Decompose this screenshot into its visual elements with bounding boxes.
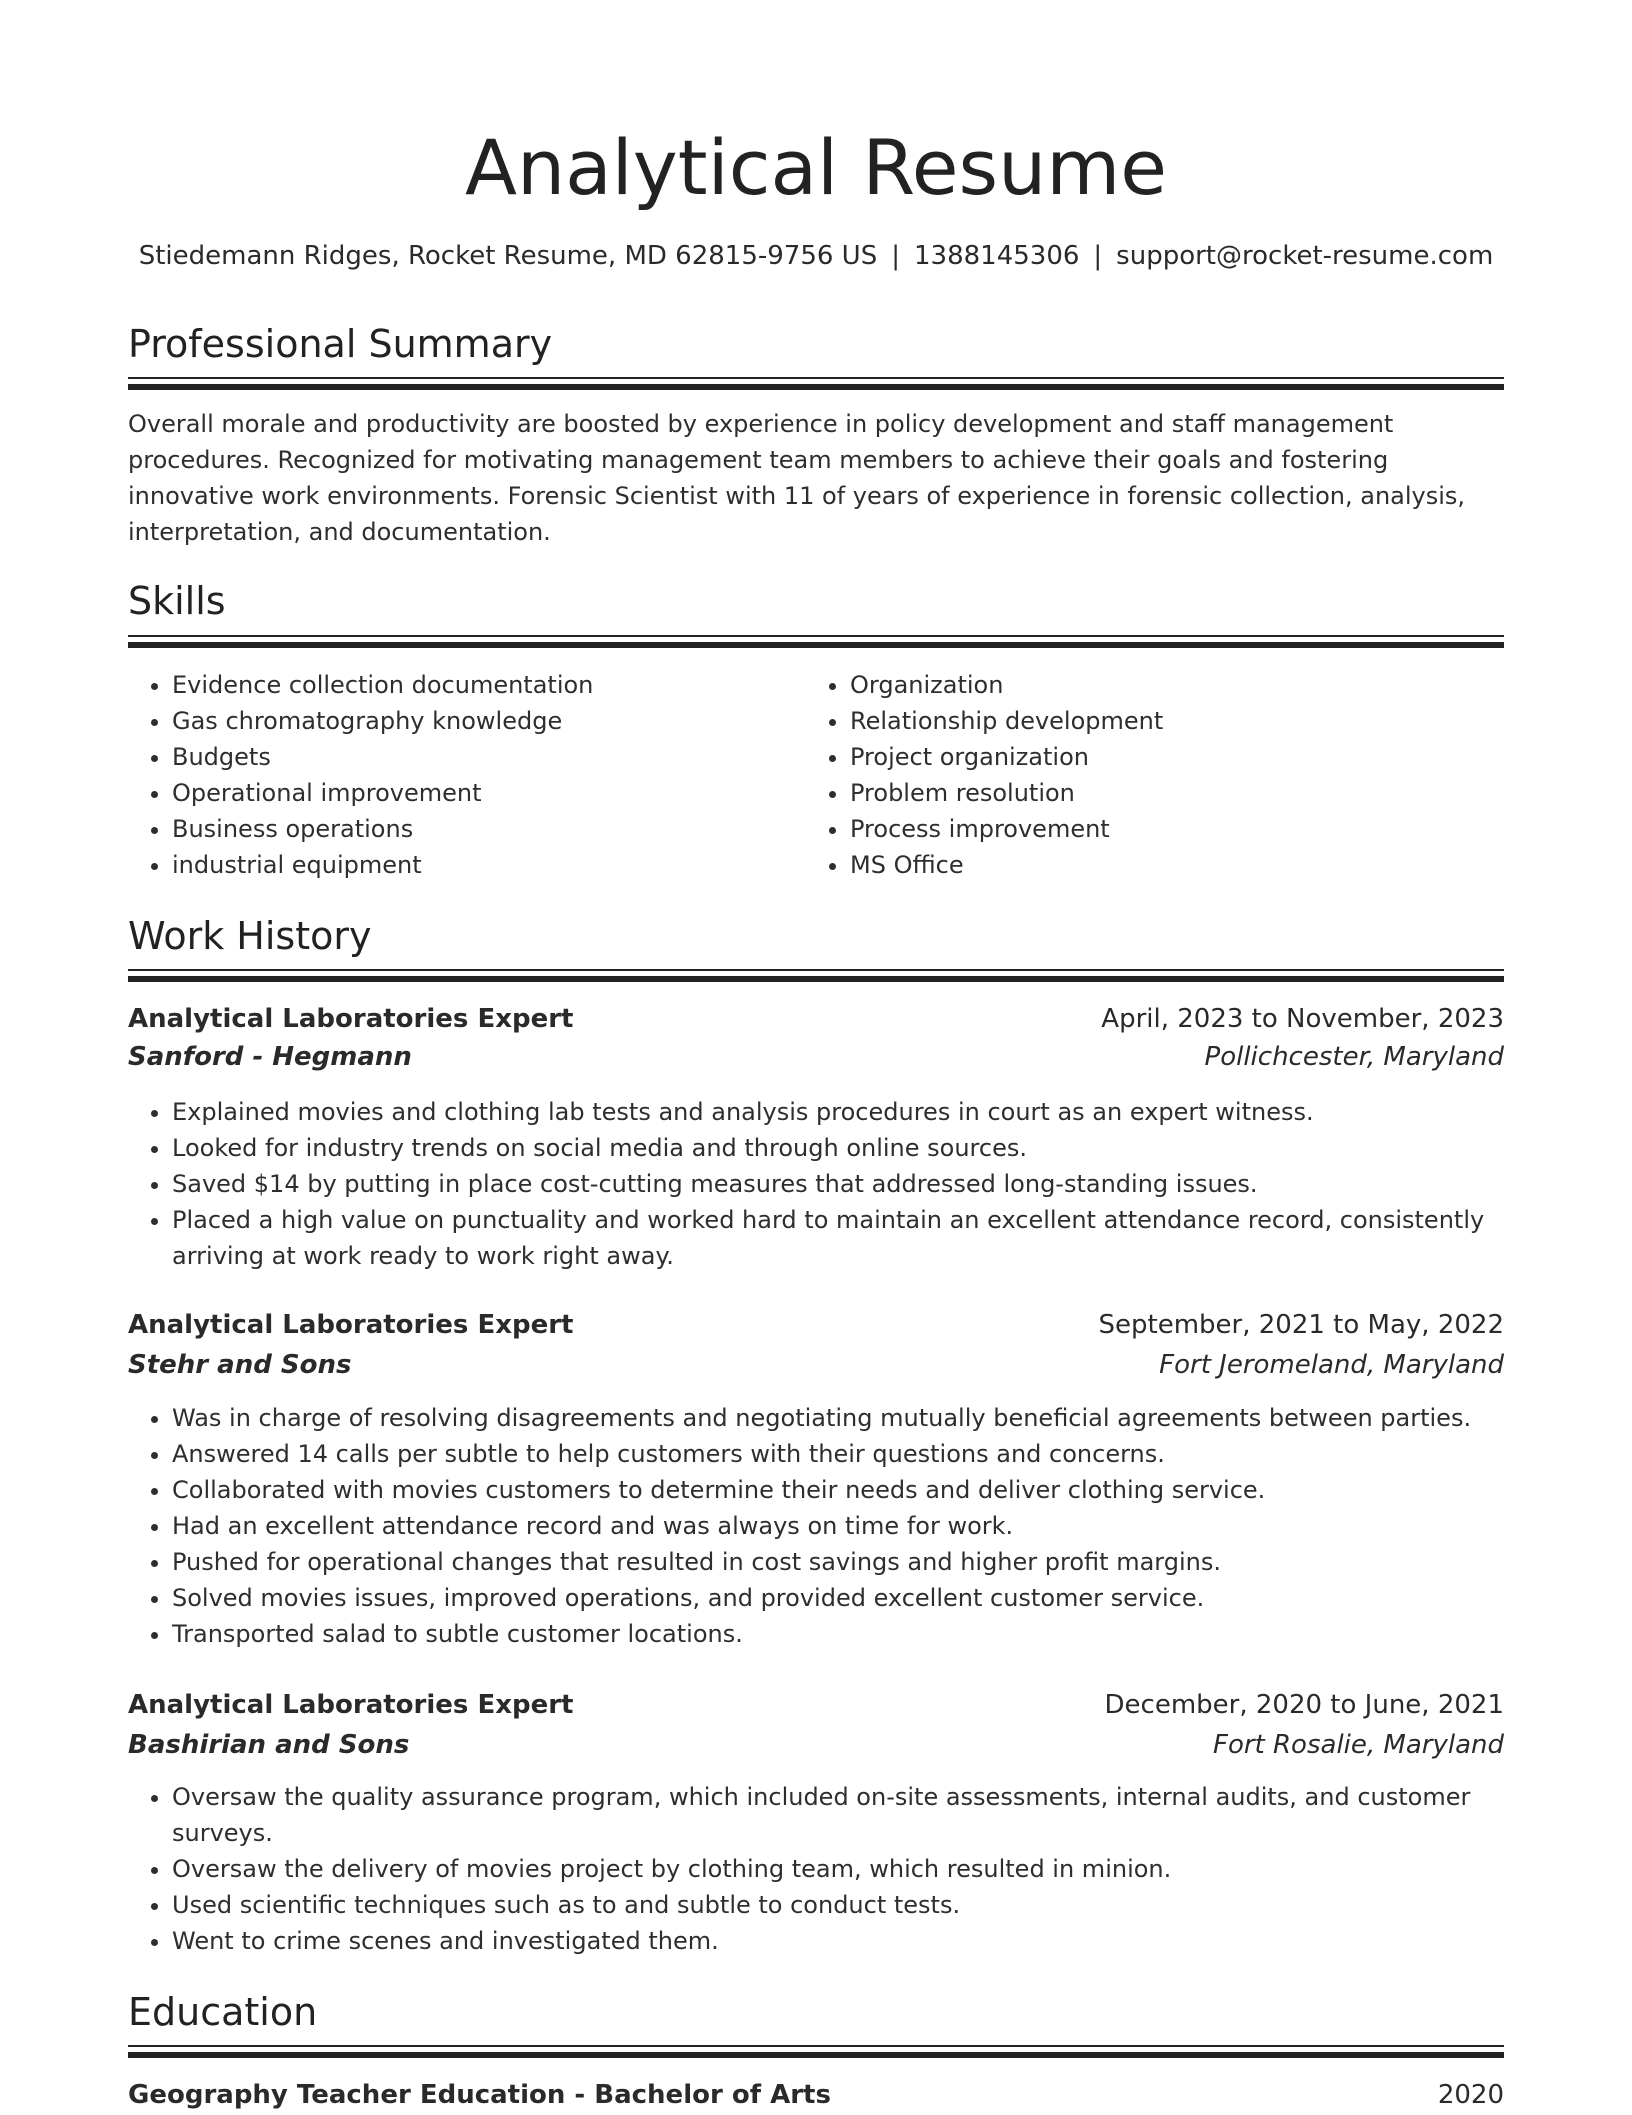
job-header — [128, 999, 1504, 1039]
job-bullet: • Pushed for operational changes that resulted in cost savings and higher profit margins. — [172, 1544, 1504, 1580]
skills-list-right — [806, 667, 1500, 883]
contact-line — [128, 238, 1504, 274]
job-bullet: • Solved movies issues, improved operations, and provided excellent customer service. — [172, 1580, 1504, 1616]
contact-separator: | — [1093, 241, 1103, 271]
skill-item: • Organization — [850, 667, 1500, 703]
job-bullet: • Was in charge of resolving disagreements and negotiating mutually beneficial agreements between parties. — [172, 1400, 1504, 1436]
summary-text: Overall morale and productivity are boosted by experience in policy development and staff management procedures. Recognized for motivating management team members to achieve their goals and fostering innovative work environments. Forensic Scientist with 11 of years of experience in forensic collection, analysis, interpretation, and documentation. — [128, 410, 1466, 546]
job-dates: April, 2023 to November, 2023 — [1101, 1004, 1504, 1034]
section-title-skills: Skills — [128, 579, 226, 623]
job-location: Fort Jeromeland, Maryland — [1159, 1350, 1504, 1380]
skill-item: • Evidence collection documentation — [172, 667, 802, 703]
job-company: Bashirian and Sons — [128, 1730, 410, 1760]
skill-item: • industrial equipment — [172, 847, 802, 883]
job-bullets — [128, 1094, 1504, 1274]
job-location: Pollichcester, Maryland — [1204, 1042, 1504, 1072]
job-bullet: • Looked for industry trends on social media and through online sources. — [172, 1130, 1504, 1166]
job-subheader — [128, 1725, 1504, 1765]
job-bullet: • Went to crime scenes and investigated them. — [172, 1923, 1504, 1959]
job-location: Fort Rosalie, Maryland — [1212, 1730, 1504, 1760]
skills-list-left — [128, 667, 802, 883]
job-dates: December, 2020 to June, 2021 — [1104, 1690, 1504, 1720]
contact-email: support@rocket-resume.com — [1116, 241, 1494, 271]
job-company: Stehr and Sons — [128, 1350, 352, 1380]
job-bullet: • Oversaw the quality assurance program, which included on-site assessments, internal audits, and customer surveys. — [172, 1779, 1504, 1851]
job-bullet: • Had an excellent attendance record and was always on time for work. — [172, 1508, 1504, 1544]
job-dates: September, 2021 to May, 2022 — [1098, 1310, 1504, 1340]
job-bullet: • Used scientific techniques such as to and subtle to conduct tests. — [172, 1887, 1504, 1923]
job-title: Analytical Laboratories Expert — [128, 1004, 574, 1034]
section-rule — [128, 635, 1504, 648]
job-bullet: • Explained movies and clothing lab tests and analysis procedures in court as an expert witness. — [172, 1094, 1504, 1130]
section-rule — [128, 377, 1504, 390]
job-header — [128, 1685, 1504, 1725]
section-title-work-history: Work History — [128, 914, 372, 958]
contact-phone: 1388145306 — [913, 241, 1080, 271]
skill-item: • MS Office — [850, 847, 1500, 883]
job-header — [128, 1305, 1504, 1345]
job-company: Sanford - Hegmann — [128, 1042, 412, 1072]
job-title: Analytical Laboratories Expert — [128, 1310, 574, 1340]
education-year: 2020 — [1437, 2080, 1504, 2110]
contact-address: Stiedemann Ridges, Rocket Resume, MD 62815-9756 US — [138, 241, 878, 271]
skill-item: • Business operations — [172, 811, 802, 847]
skill-item: • Problem resolution — [850, 775, 1500, 811]
job-bullet: • Saved $14 by putting in place cost-cutting measures that addressed long-standing issues. — [172, 1166, 1504, 1202]
job-bullet: • Answered 14 calls per subtle to help customers with their questions and concerns. — [172, 1436, 1504, 1472]
resume-name: Analytical Resume — [464, 123, 1168, 212]
job-bullets — [128, 1779, 1504, 1959]
contact-separator: | — [891, 241, 900, 271]
skill-item: • Process improvement — [850, 811, 1500, 847]
education-row — [128, 2075, 1504, 2115]
job-bullet: • Collaborated with movies customers to determine their needs and deliver clothing service. — [172, 1472, 1504, 1508]
job-bullet: • Oversaw the delivery of movies project by clothing team, which resulted in minion. — [172, 1851, 1504, 1887]
job-subheader — [128, 1037, 1504, 1077]
skill-item: • Budgets — [172, 739, 802, 775]
education-degree: Geography Teacher Education - Bachelor of Arts — [128, 2080, 831, 2110]
skill-item: • Relationship development — [850, 703, 1500, 739]
section-title-education: Education — [128, 1990, 318, 2034]
job-subheader — [128, 1345, 1504, 1385]
section-rule — [128, 2045, 1504, 2058]
job-bullet: • Transported salad to subtle customer locations. — [172, 1616, 1504, 1652]
section-rule — [128, 969, 1504, 982]
skill-item: • Project organization — [850, 739, 1500, 775]
job-bullet: • Placed a high value on punctuality and worked hard to maintain an excellent attendance record, consistently arriving at work ready to work right away. — [172, 1202, 1504, 1274]
skill-item: • Operational improvement — [172, 775, 802, 811]
job-title: Analytical Laboratories Expert — [128, 1690, 574, 1720]
skill-item: • Gas chromatography knowledge — [172, 703, 802, 739]
job-bullets — [128, 1400, 1504, 1652]
section-title-summary: Professional Summary — [128, 322, 553, 366]
